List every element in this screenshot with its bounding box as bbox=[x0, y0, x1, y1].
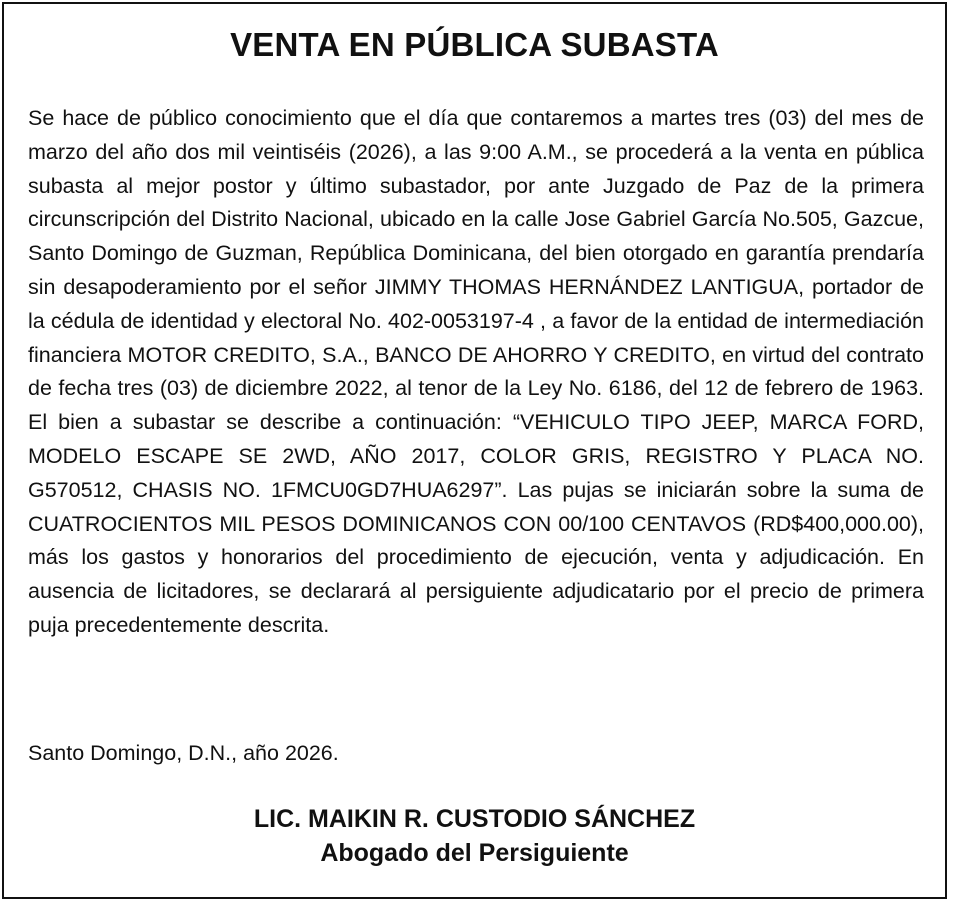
place-date: Santo Domingo, D.N., año 2026. bbox=[28, 741, 339, 765]
notice-body: Se hace de público conocimiento que el día que contaremos a martes tres (03) del mes de marzo del año dos mil veintiséis (2026), a las 9:00 A.M., se procederá a la venta en pública subasta al mejor postor y último subastador, por ante Juzgado de Paz de la primera circunscripción del Distrito Nacional, ubicado en la calle Jose Gabriel García No.505, Gazcue, Santo Domingo de Guzman, República Dominicana, del bien otorgado en garantía prendaría sin desapoderamiento por el señor JIMMY THOMAS HERNÁNDEZ LANTIGUA, portador de la cédula de identidad y electoral No. 402-0053197-4 , a favor de la entidad de intermediación financiera MOTOR CREDITO, S.A., BANCO DE AHORRO Y CREDITO, en virtud del contrato de fecha tres (03) de diciembre 2022, al tenor de la Ley No. 6186, del 12 de febrero de 1963. El bien a subastar se describe a continuación: “VEHICULO TIPO JEEP, MARCA FORD, MODELO ESCAPE SE 2WD, AÑO 2017, COLOR GRIS, REGISTRO Y PLACA NO. G570512, CHASIS NO. 1FMCU0GD7HUA6297”. Las pujas se iniciarán sobre la suma de CUATROCIENTOS MIL PESOS DOMINICANOS CON 00/100 CENTAVOS (RD$400,000.00), más los gastos y honorarios del procedimiento de ejecución, venta y adjudicación. En ausencia de licitadores, se declarará al persiguiente adjudicatario por el precio de primera puja precedentemente descrita. bbox=[28, 106, 924, 637]
signature-block bbox=[4, 802, 945, 870]
notice-title: VENTA EN PÚBLICA SUBASTA bbox=[230, 26, 719, 63]
signer-name: LIC. MAIKIN R. CUSTODIO SÁNCHEZ bbox=[253, 805, 696, 833]
signer-role: Abogado del Persiguiente bbox=[320, 839, 629, 867]
notice-frame bbox=[2, 2, 947, 899]
